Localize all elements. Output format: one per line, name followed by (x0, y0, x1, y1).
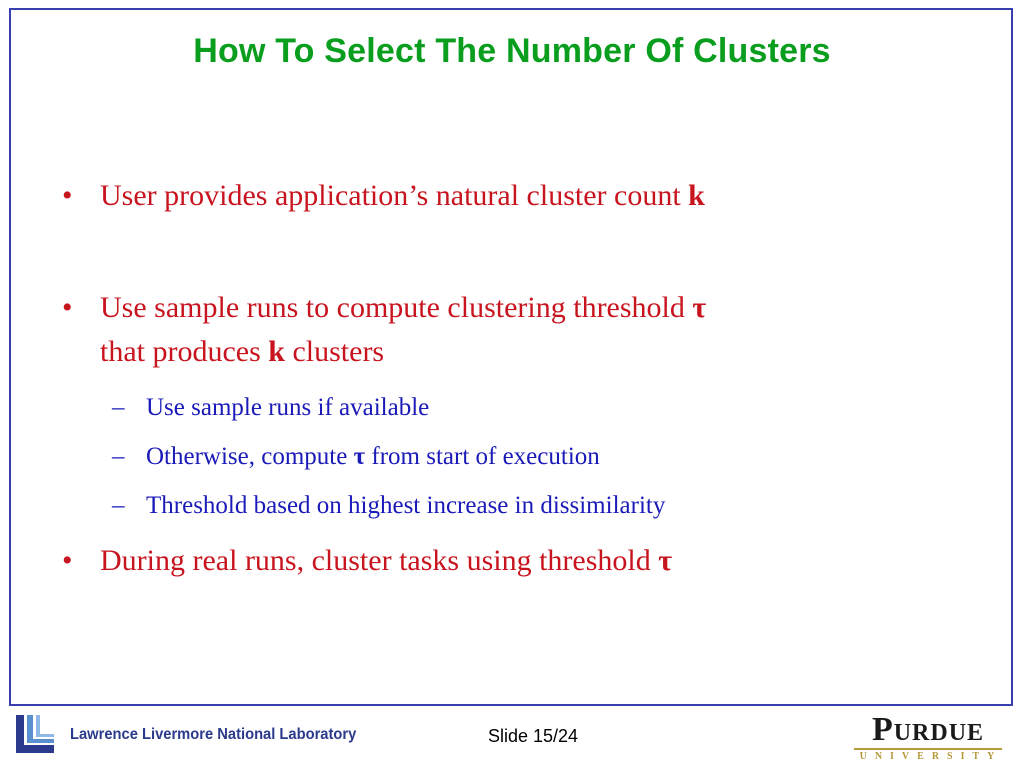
bullet-marker: • (62, 291, 73, 324)
sub-bullet-symbol: τ (353, 443, 366, 470)
bullet-symbol: k (268, 335, 285, 368)
bullet-marker: • (62, 544, 73, 577)
slide-title: How To Select The Number Of Clusters (193, 32, 831, 70)
sub-bullet-marker: – (112, 492, 125, 519)
bullet-symbol: k (688, 179, 705, 212)
purdue-subtitle: UNIVERSITY (859, 751, 1003, 762)
sub-bullet-text: Threshold based on highest increase in dissimilarity (146, 492, 666, 519)
llnl-logo-icon (14, 713, 58, 755)
purdue-name: Purdue (871, 711, 985, 748)
bullet-text: User provides application’s natural cluster count (100, 179, 689, 212)
slide-number: Slide 15/24 (488, 726, 579, 746)
lab-name: Lawrence Livermore National Laboratory (70, 726, 357, 743)
sub-bullet-text: Otherwise, compute (146, 443, 354, 470)
sub-bullet-item (112, 392, 429, 424)
sub-bullet-text: from start of execution (365, 443, 600, 470)
sub-bullet-item (112, 490, 665, 522)
sub-bullet-text: Use sample runs if available (146, 394, 430, 421)
bullet-text: clusters (284, 335, 385, 368)
bullet-item (62, 286, 706, 374)
bullet-symbol: τ (658, 544, 673, 577)
bullet-text: During real runs, cluster tasks using threshold (100, 544, 659, 577)
bullet-text: that produces (100, 335, 269, 368)
sub-bullet-marker: – (112, 394, 125, 421)
bullet-item (62, 174, 705, 218)
sub-bullet-item (112, 441, 600, 473)
bullet-marker: • (62, 179, 73, 212)
bullet-item (62, 539, 672, 583)
sub-bullet-marker: – (112, 443, 125, 470)
purdue-logo (848, 713, 1008, 763)
bullet-text: Use sample runs to compute clustering threshold (100, 291, 693, 324)
bullet-symbol: τ (692, 291, 707, 324)
